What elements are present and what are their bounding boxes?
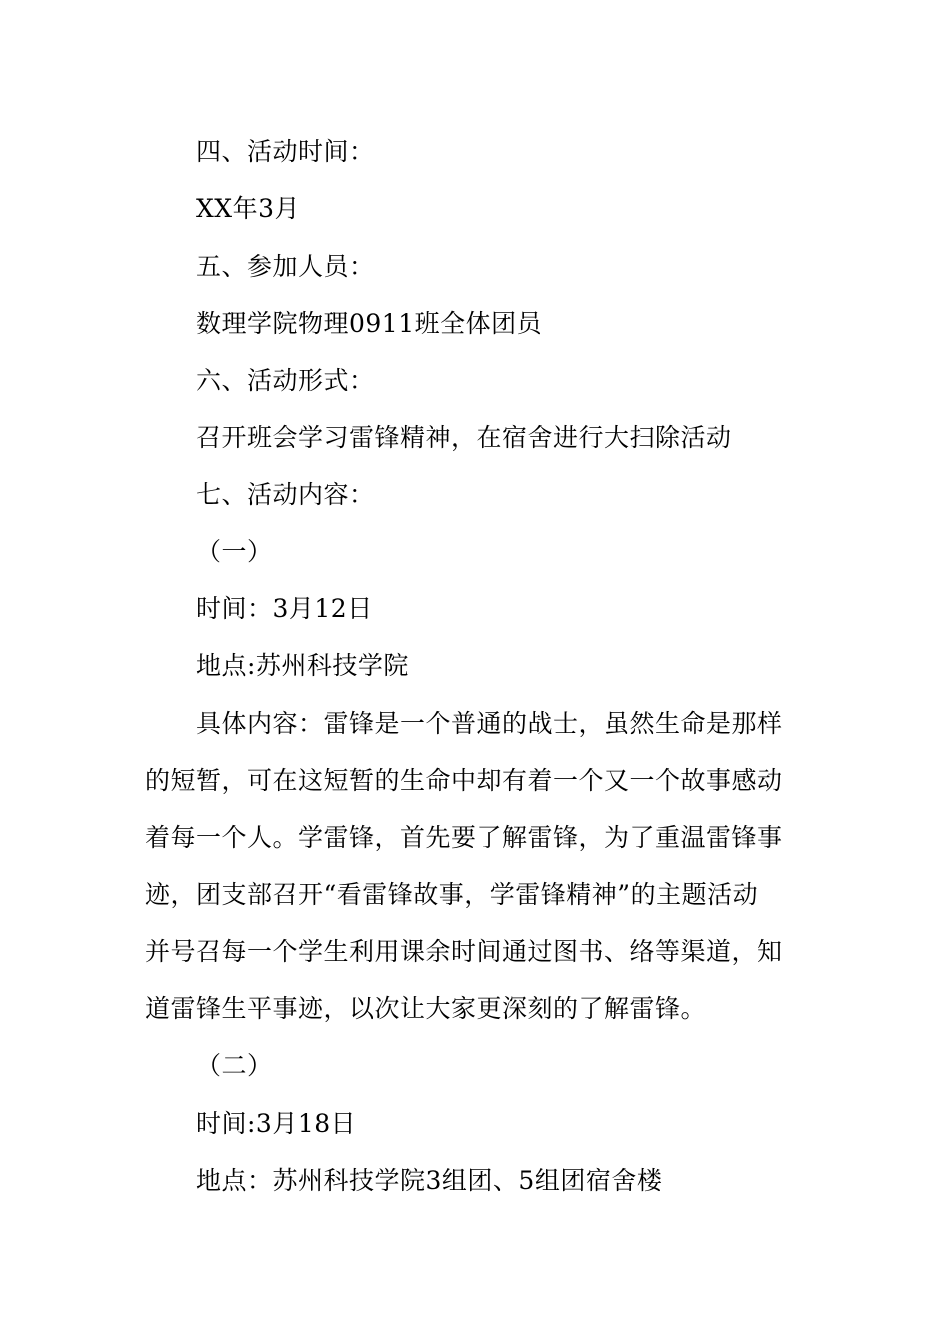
section-one-label: （一） bbox=[196, 537, 273, 566]
section-one-content-line-3: 着每一个人。学雷锋，首先要了解雷锋，为了重温雷锋事 bbox=[145, 823, 783, 852]
section-one-content-line-2: 的短暂，可在这短暂的生命中却有着一个又一个故事感动 bbox=[145, 766, 783, 795]
section-one-content-line-4: 迹，团支部召开“看雷锋故事，学雷锋精神”的主题活动 bbox=[145, 880, 759, 909]
section-two-location: 地点：苏州科技学院3组团、5组团宿舍楼 bbox=[196, 1166, 663, 1195]
activity-form-value: 召开班会学习雷锋精神，在宿舍进行大扫除活动 bbox=[196, 423, 732, 452]
section-one-content-line-1: 具体内容：雷锋是一个普通的战士，虽然生命是那样 bbox=[196, 709, 783, 738]
section-two-label: （二） bbox=[196, 1051, 273, 1080]
heading-participants: 五、参加人员： bbox=[196, 252, 375, 281]
section-one-time: 时间：3月12日 bbox=[196, 594, 373, 623]
activity-time-value: XX年3月 bbox=[196, 194, 301, 223]
participants-value: 数理学院物理0911班全体团员 bbox=[196, 309, 543, 338]
section-one-content-line-5: 并号召每一个学生利用课余时间通过图书、络等渠道，知 bbox=[145, 937, 783, 966]
heading-activity-form: 六、活动形式： bbox=[196, 366, 375, 395]
section-one-location: 地点:苏州科技学院 bbox=[196, 651, 409, 680]
heading-activity-time: 四、活动时间： bbox=[196, 137, 375, 166]
section-two-time: 时间:3月18日 bbox=[196, 1109, 357, 1138]
section-one-content-line-6: 道雷锋生平事迹，以次让大家更深刻的了解雷锋。 bbox=[145, 994, 707, 1023]
heading-activity-content: 七、活动内容： bbox=[196, 480, 375, 509]
